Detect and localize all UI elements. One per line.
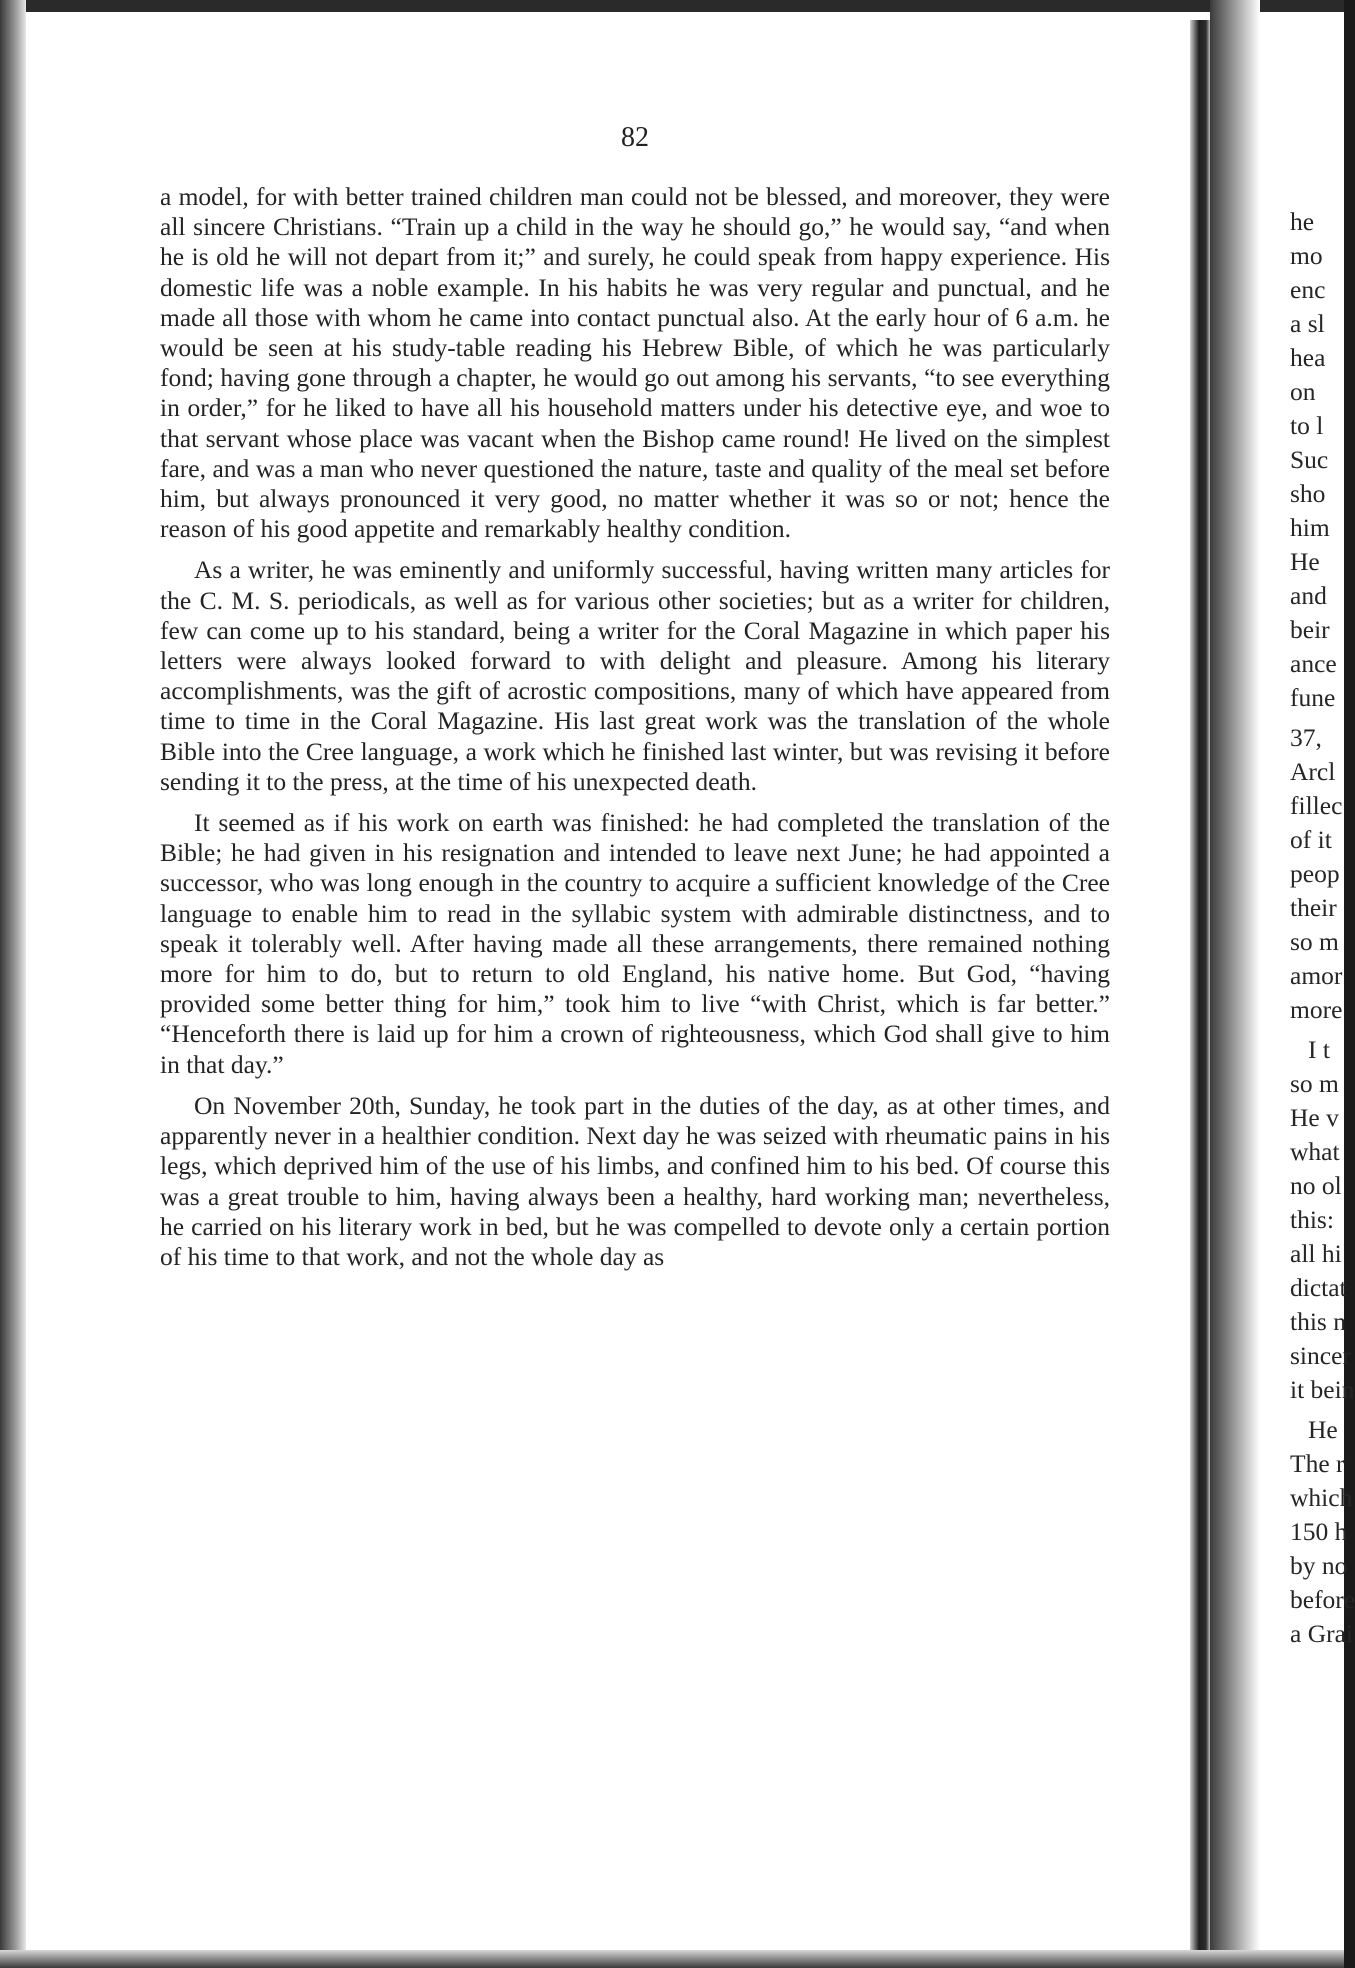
scan-left-edge [0,0,26,1968]
right-page-line: amor [1290,961,1343,990]
right-page-line: sincer [1290,1341,1351,1370]
right-page-line: he [1290,207,1315,236]
right-page-line: fillec [1290,791,1343,820]
right-page-line: ance [1290,649,1337,678]
right-page-line: mo [1290,241,1323,270]
right-page-line: fune [1290,683,1336,712]
right-page-line: peop [1290,859,1340,888]
paragraph: As a writer, he was eminently and uniformly successful, having written many articles for the C. M. S. periodicals, as well as for various other societies; but as a writer for children, few can come up to his standard, being a writer for the Coral Magazine in which paper his letters were always looked forward to with delight and pleasure. Among his literary accomplishments, was the gift of acrostic compositions, many of which have appeared from time to time in the Coral Magazine. His last great work was the translation of the whole Bible into the Cree language, a work which he finished last winter, but was revising it before sending it to the press, at the time of his unexpected death. [160,555,1110,796]
right-page-line: their [1290,893,1337,922]
paragraph: It seemed as if his work on earth was finished: he had completed the translation of the Bible; he had given in his resignation and intended to leave next June; he had appointed a successor, who was long enough in the country to acquire a sufficient knowledge of the Cree language to enable him to read in the syllabic system with admirable distinctness, and to speak it tolerably well. After having made all these arrangements, there remained nothing more for him to do, but to return to old England, his native home. But God, “having provided some better thing for him,” took him to live “with Christ, which is far better.” “Henceforth there is laid up for him a crown of righteousness, which God shall give to him in that day.” [160,808,1110,1079]
right-page-line: this n [1290,1307,1346,1336]
gutter-shadow [1210,0,1260,1968]
right-page-line: a sl [1290,309,1325,338]
right-page-line: to l [1290,411,1324,440]
book-gutter [1190,20,1210,1968]
scan-top-edge [0,0,1344,12]
scan-bottom-edge [0,1950,1344,1968]
right-page-line: on [1290,377,1316,406]
right-page-line: He [1290,547,1320,576]
right-page-line: by no [1290,1551,1348,1580]
right-page-line: so m [1290,927,1339,956]
right-page-line: Arcl [1290,757,1336,786]
right-page-line: which [1290,1483,1353,1512]
right-page-line: sho [1290,479,1326,508]
right-page-line: before [1290,1585,1355,1614]
right-page-line: this: [1290,1205,1334,1234]
page-body [160,182,1110,1283]
paragraph: On November 20th, Sunday, he took part in the duties of the day, as at other times, and apparently never in a healthier condition. Next day he was seized with rheumatic pains in his legs, which deprived him of the use of his limbs, and confined him to his bed. Of course this was a great trouble to him, having always been a healthy, hard working man; nevertheless, he carried on his literary work in bed, but he was compelled to devote only a certain portion of his time to that work, and not the whole day as [160,1090,1110,1271]
right-page-line: and [1290,581,1327,610]
right-page-line: dictat [1290,1273,1347,1302]
right-page-line: 150 h [1290,1517,1348,1546]
right-page-line: He [1308,1415,1338,1444]
right-page-line: I t [1308,1035,1330,1064]
right-page-line: 37, [1290,723,1322,752]
right-page-line: what [1290,1137,1340,1166]
paragraph: a model, for with better trained children man could not be blessed, and moreover, they were all sincere Christians. “Train up a child in the way he should go,” he would say, “and when he is old he will not depart from it;” and surely, he could speak from happy experience. His domestic life was a noble example. In his habits he was very regular and punctual, and he made all those with whom he came into contact punctual also. At the early hour of 6 a.m. he would be seen at his study-table reading his Hebrew Bible, of which he was particularly fond; having gone through a chapter, he would go out among his servants, “to see everything in order,” for he liked to have all his household matters under his detective eye, and woe to that servant whose place was vacant when the Bishop came round! He lived on the simplest fare, and was a man who never questioned the nature, taste and quality of the meal set before him, but always pronounced it very good, no matter whether it was so or not; hence the reason of his good appetite and remarkably healthy condition. [160,182,1110,544]
right-page-line: The r [1290,1449,1345,1478]
right-page-line: Suc [1290,445,1329,474]
right-page-line: no ol [1290,1171,1342,1200]
right-page-line: of it [1290,825,1332,854]
right-page-line: enc [1290,275,1326,304]
right-page-line: all hi [1290,1239,1342,1268]
page-number: 82 [621,122,649,153]
right-page-line: it bein [1290,1375,1355,1404]
right-page-line: more [1290,995,1343,1024]
right-page-line: He v [1290,1103,1339,1132]
right-page-line: so m [1290,1069,1339,1098]
right-page-line: hea [1290,343,1326,372]
right-page-line: him [1290,513,1330,542]
right-page-line: beir [1290,615,1330,644]
right-page-fragment [1290,205,1355,1651]
right-page-line: a Grai [1290,1619,1354,1648]
